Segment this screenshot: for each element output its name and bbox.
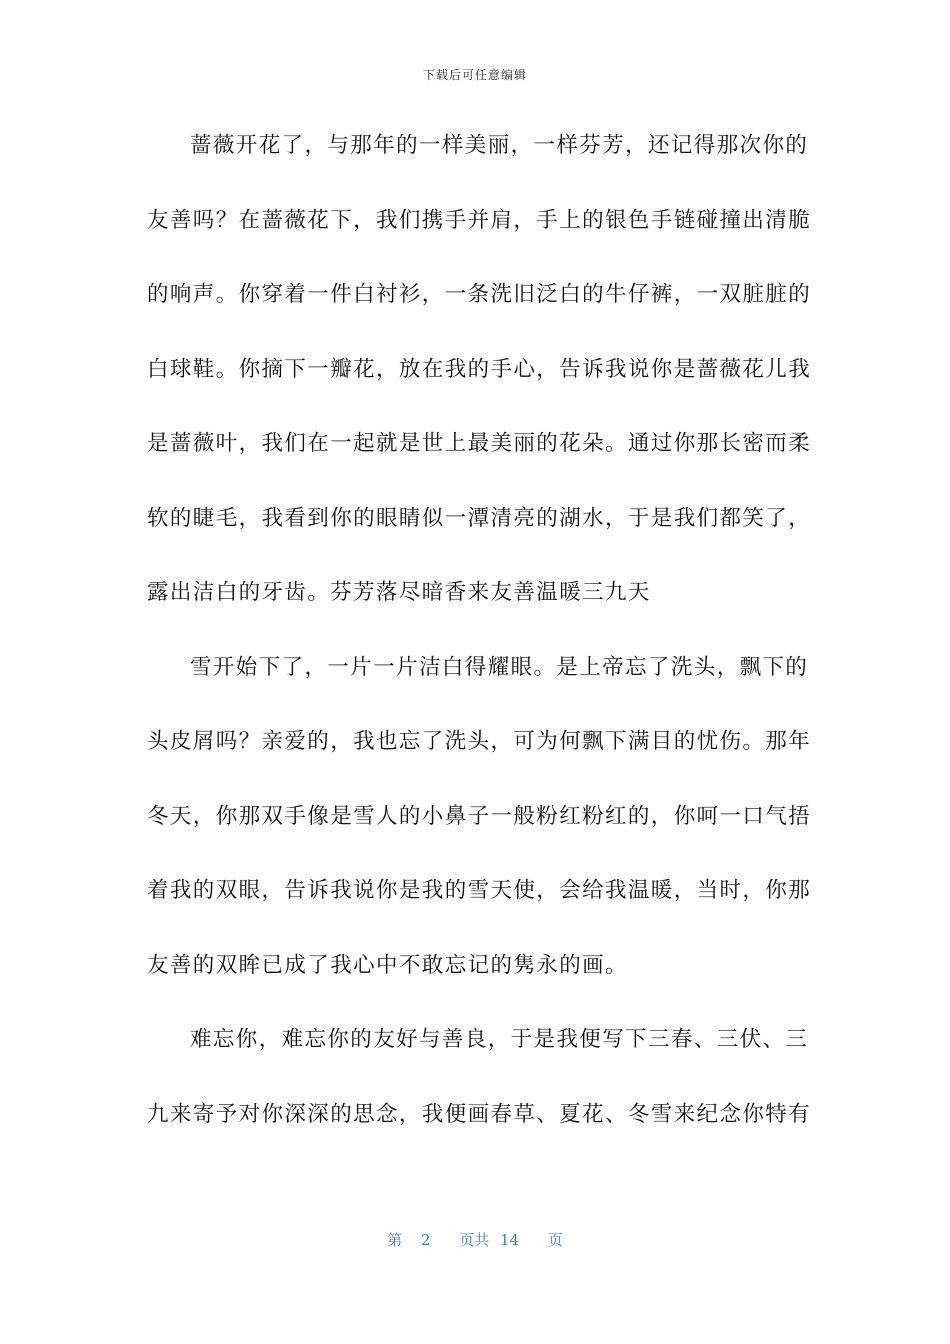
text-line: 软的睫毛，我看到你的眼睛似一潭清亮的湖水，于是我们都笑了， bbox=[147, 505, 812, 531]
page-header-note: 下载后可任意编辑 bbox=[422, 68, 527, 82]
text-line: 冬天，你那双手像是雪人的小鼻子一般粉红粉红的，你呵一口气捂 bbox=[147, 803, 812, 829]
text-line: 露出洁白的牙齿。芬芳落尽暗香来友善温暖三九天 bbox=[147, 580, 651, 605]
text-line: 难忘你，难忘你的友好与善良，于是我便写下三春、三伏、三 bbox=[190, 1027, 809, 1052]
footer-total-pages: 14 bbox=[500, 1231, 520, 1249]
footer-di: 第 bbox=[387, 1231, 403, 1249]
footer-ye: 页 bbox=[547, 1231, 563, 1249]
text-line: 雪开始下了，一片一片洁白得耀眼。是上帝忘了洗头，飘下的 bbox=[190, 654, 809, 680]
text-line: 着我的双眼，告诉我说你是我的雪天使，会给我温暖，当时，你那 bbox=[147, 878, 812, 903]
text-line: 九来寄予对你深深的思念，我便画春草、夏花、冬雪来纪念你特有 bbox=[147, 1101, 812, 1127]
text-line: 头皮屑吗？亲爱的，我也忘了洗头，可为何飘下满目的忧伤。那年 bbox=[147, 729, 812, 754]
text-line: 的响声。你穿着一件白衬衫，一条洗旧泛白的牛仔裤，一双脏脏的 bbox=[147, 282, 812, 307]
page-footer bbox=[0, 1229, 950, 1250]
text-line: 友善的双眸已成了我心中不敢忘记的隽永的画。 bbox=[147, 952, 628, 978]
footer-ye-gong: 页共 bbox=[459, 1231, 490, 1249]
text-line: 友善吗？在蔷薇花下，我们携手并肩，手上的银色手链碰撞出清脆 bbox=[147, 207, 812, 233]
text-line: 是蔷薇叶，我们在一起就是世上最美丽的花朵。通过你那长密而柔 bbox=[147, 431, 812, 456]
footer-page-number: 2 bbox=[420, 1231, 431, 1249]
document-body bbox=[147, 126, 812, 1169]
text-line: 白球鞋。你摘下一瓣花，放在我的手心，告诉我说你是蔷薇花儿我 bbox=[147, 356, 812, 382]
text-line: 蔷薇开花了，与那年的一样美丽，一样芬芳，还记得那次你的 bbox=[190, 133, 809, 158]
